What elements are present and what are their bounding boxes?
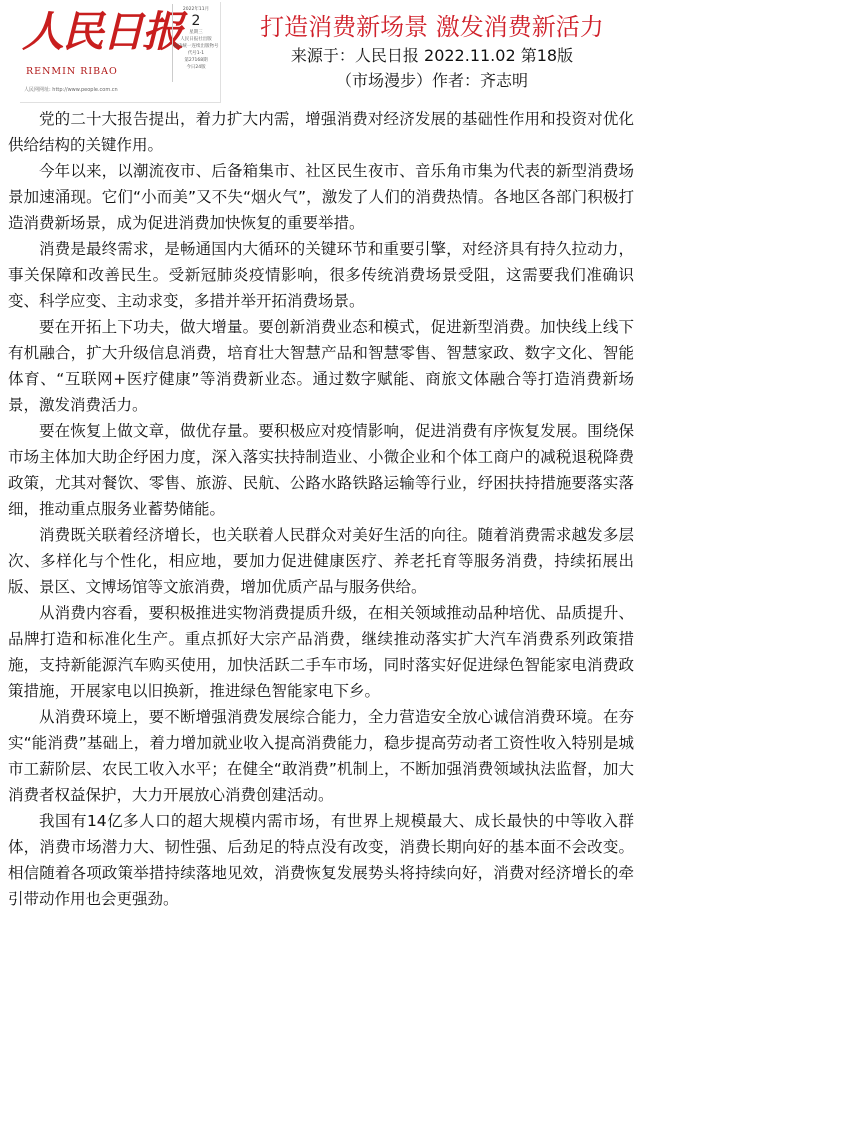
issue-day-number: 2 xyxy=(191,13,201,29)
issue-info-box xyxy=(172,4,219,82)
logo-english-name: RENMIN RIBAO xyxy=(26,66,118,77)
article-source: 来源于：人民日报 2022.11.02 第18版 xyxy=(290,46,574,65)
issue-line: 今日24版 xyxy=(186,65,206,70)
article-body xyxy=(8,106,634,912)
issue-weekday: 星期三 xyxy=(189,30,203,35)
article-paragraph: 我国有14亿多人口的超大规模内需市场，有世界上规模最大、成长最快的中等收入群体，消费市场潜力大、韧性强、后劲足的特点没有改变，消费长期向好的基本面不会改变。相信随着各项政策举措持续落地见效，消费恢复发展势头将持续向好，消费对经济增长的牵引带动作用也会更强劲。 xyxy=(8,812,634,908)
issue-date: 2022年11月 xyxy=(182,7,210,12)
article-paragraph: 从消费环境上，要不断增强消费发展综合能力，全力营造安全放心诚信消费环境。在夯实“能消费”基础上，着力增加就业收入提高消费能力，稳步提高劳动者工资性收入特别是城市工薪阶层、农民工收入水平；在健全“敢消费”机制上，不断加强消费领域执法监督，加大消费者权益保护，大力开展放心消费创建活动。 xyxy=(8,708,634,804)
logo-chinese-name: 人民日报 xyxy=(22,7,183,56)
article-paragraph: 消费是最终需求，是畅通国内大循环的关键环节和重要引擎，对经济具有持久拉动力，事关保障和改善民生。受新冠肺炎疫情影响，很多传统消费场景受阻，这需要我们准确识变、科学应变、主动求变，多措并举开拓消费场景。 xyxy=(8,240,634,310)
newspaper-masthead xyxy=(20,2,221,103)
article-paragraph: 今年以来，以潮流夜市、后备箱集市、社区民生夜市、音乐角市集为代表的新型消费场景加速涌现。它们“小而美”又不失“烟火气”，激发了人们的消费热情。各地区各部门积极打造消费新场景，成为促进消费加快恢复的重要举措。 xyxy=(8,162,634,232)
article-paragraph: 要在开拓上下功夫，做大增量。要创新消费业态和模式，促进新型消费。加快线上线下有机融合，扩大升级信息消费，培育壮大智慧产品和智慧零售、智慧家政、数字文化、智能体育、“互联网+医疗健康”等消费新业态。通过数字赋能、商旅文体融合等打造消费新场景，激发消费活力。 xyxy=(8,318,634,414)
article-author: （市场漫步）作者：齐志明 xyxy=(335,71,528,90)
article-paragraph: 要在恢复上做文章，做优存量。要积极应对疫情影响，促进消费有序恢复发展。围绕保市场主体加大助企纾困力度，深入落实扶持制造业、小微企业和个体工商户的减税退税降费政策，尤其对餐饮、零售、旅游、民航、公路水路铁路运输等行业，纾困扶持措施要落实落细，推动重点服务业蓄势储能。 xyxy=(8,422,634,518)
article-title: 打造消费新场景 激发消费新活力 xyxy=(260,13,604,41)
issue-line: 第27168期 xyxy=(184,58,208,63)
article-paragraph: 消费既关联着经济增长，也关联着人民群众对美好生活的向往。随着消费需求越发多层次、多样化与个性化，相应地，要加力促进健康医疗、养老托育等服务消费，持续拓展出版、景区、文博场馆等文旅消费，增加优质产品与服务供给。 xyxy=(8,526,634,596)
issue-line: 人民日报社出版 xyxy=(180,37,212,42)
issue-line: 国内统一连续出版物号 xyxy=(173,44,219,49)
issue-line: 代号1-1 xyxy=(187,51,205,56)
logo-website: 人民网网址: http://www.people.com.cn xyxy=(24,87,118,93)
newspaper-logo xyxy=(22,4,183,77)
article-paragraph: 党的二十大报告提出，着力扩大内需，增强消费对经济发展的基础性作用和投资对优化供给结构的关键作用。 xyxy=(8,110,634,154)
article-paragraph: 从消费内容看，要积极推进实物消费提质升级，在相关领域推动品种培优、品质提升、品牌打造和标准化生产。重点抓好大宗产品消费，继续推动落实扩大汽车消费系列政策措施，支持新能源汽车购买使用，加快活跃二手车市场，同时落实好促进绿色智能家电消费政策措施，开展家电以旧换新，推进绿色智能家电下乡。 xyxy=(8,604,634,700)
